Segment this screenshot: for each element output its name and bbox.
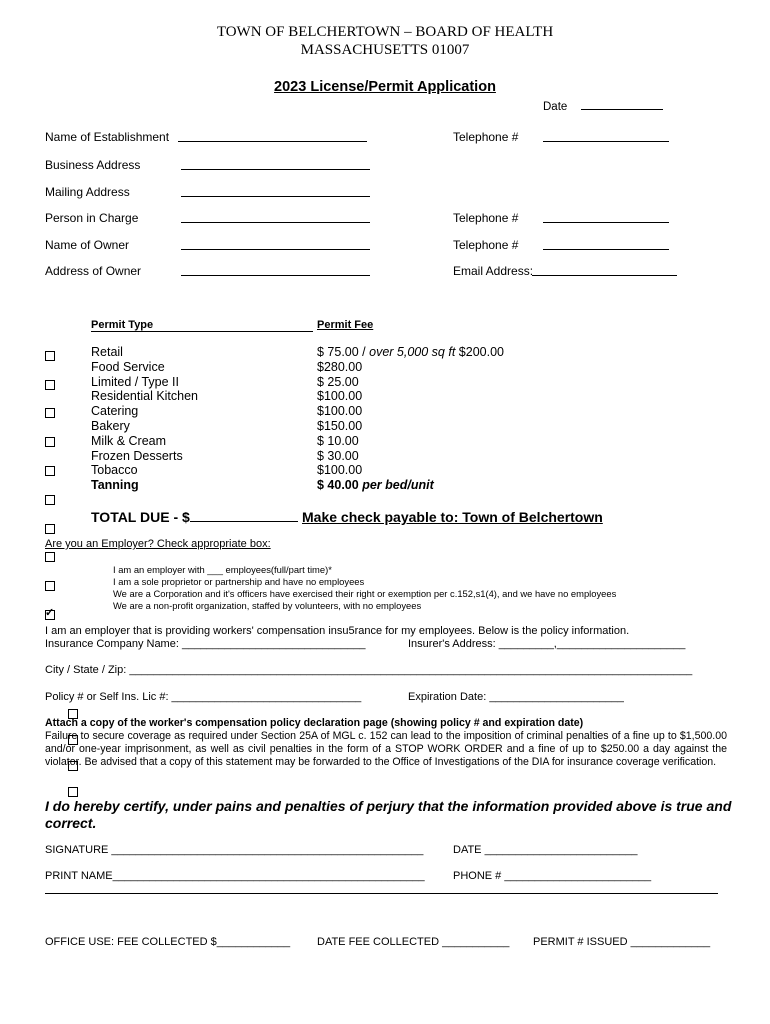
telephone-label-2: Telephone # xyxy=(453,211,519,225)
page-title: 2023 License/Permit Application xyxy=(274,79,496,95)
permit-checkbox[interactable] xyxy=(45,581,55,591)
permit-fee-cell xyxy=(317,404,362,418)
permit-fee-note: over 5,000 sq ft xyxy=(369,345,456,359)
employer-option-label: We are a non-profit organization, staffed by volunteers, with no employees xyxy=(113,600,422,611)
total-due-line[interactable] xyxy=(190,511,298,522)
print-name-field[interactable]: PRINT NAME___________________________________________________ xyxy=(45,870,425,882)
permit-checkbox[interactable] xyxy=(45,351,55,361)
total-due xyxy=(91,509,298,525)
check-payable: Make check payable to: Town of Belchertown xyxy=(302,509,603,525)
owner-name-label: Name of Owner xyxy=(45,238,130,252)
permit-type: Tanning xyxy=(91,478,139,493)
permit-fee-cell xyxy=(317,434,359,448)
permit-fee-cell xyxy=(317,449,359,463)
employer-question: Are you an Employer? Check appropriate box: xyxy=(45,538,271,550)
permit-type: Limited / Type II xyxy=(91,374,180,389)
permit-fee-cell xyxy=(317,389,362,403)
telephone-label: Telephone # xyxy=(453,130,519,144)
permit-fee: $100.00 xyxy=(317,389,363,404)
permit-checkbox[interactable] xyxy=(45,380,55,390)
divider-line xyxy=(45,893,718,894)
permit-checkbox[interactable] xyxy=(45,495,55,505)
telephone-line-3[interactable] xyxy=(543,239,669,250)
expiration-date-field[interactable]: Expiration Date: ______________________ xyxy=(408,691,624,703)
insurance-company-field[interactable]: Insurance Company Name: ______________________________ xyxy=(45,638,366,650)
permit-fee: $ 40.00 xyxy=(317,478,359,493)
permit-type: Residential Kitchen xyxy=(91,389,199,404)
insurer-address-field[interactable]: Insurer's Address: _________,_____________________ xyxy=(408,638,686,650)
permit-fee-cell xyxy=(317,463,362,477)
telephone-line[interactable] xyxy=(543,131,669,142)
signature-field[interactable]: SIGNATURE ___________________________________________________ xyxy=(45,844,424,856)
employer-option-label: We are a Corporation and it's officers have exercised their right or exemption per c.152,s1(4), and we have no employees xyxy=(113,588,617,599)
permit-type-header xyxy=(91,319,313,332)
permit-checkbox[interactable] xyxy=(45,524,55,534)
attach-notice: Attach a copy of the worker's compensation policy declaration page (showing policy # and expiration date) xyxy=(45,717,584,729)
permit-checkbox[interactable] xyxy=(45,610,55,620)
permit-fee: $150.00 xyxy=(317,419,363,433)
telephone-label-3: Telephone # xyxy=(453,238,519,252)
state-header: MASSACHUSETTS 01007 xyxy=(300,42,470,58)
permit-fee: $100.00 xyxy=(317,404,363,419)
town-header: TOWN OF BELCHERTOWN – BOARD OF HEALTH xyxy=(216,24,554,40)
permit-type: Milk & Cream xyxy=(91,433,167,448)
permit-fee: $100.00 xyxy=(317,463,363,478)
permit-type: Catering xyxy=(91,404,139,419)
fee-collected-field[interactable]: OFFICE USE: FEE COLLECTED $____________ xyxy=(45,936,291,948)
permit-fee: $ 30.00 xyxy=(317,448,359,463)
permit-checkbox[interactable] xyxy=(45,437,55,447)
permit-fee-header: Permit Fee xyxy=(317,319,374,331)
signature-date-field[interactable]: DATE _________________________ xyxy=(453,844,638,856)
date-line[interactable] xyxy=(581,99,663,110)
permit-fee-cell xyxy=(317,345,504,359)
email-label: Email Address: xyxy=(453,264,534,278)
mailing-address-line[interactable] xyxy=(181,186,370,197)
permit-fee-cell xyxy=(317,360,362,374)
permit-fee: $ 75.00 / xyxy=(317,345,366,359)
policy-number-field[interactable]: Policy # or Self Ins. Lic #: _______________________________ xyxy=(45,691,362,703)
employer-option-label: I am an employer with ___ employees(full/part time)* xyxy=(113,564,332,575)
permit-checkbox[interactable] xyxy=(45,408,55,418)
permit-fee-cell xyxy=(317,419,362,433)
insurance-statement: I am an employer that is providing workers' compensation insu5rance for my employees. Below is the policy information. xyxy=(45,625,630,637)
telephone-line-2[interactable] xyxy=(543,212,669,223)
date-label: Date xyxy=(543,101,568,113)
permit-type: Food Service xyxy=(91,359,165,374)
certification-statement: I do hereby certify, under pains and penalties of perjury that the information provided above is true and correct. xyxy=(45,798,732,831)
permit-fee-note: per bed/unit xyxy=(362,478,434,493)
permit-checkbox[interactable] xyxy=(45,466,55,476)
employer-option-label: I am a sole proprietor or partnership and have no employees xyxy=(113,576,365,587)
permit-fee: $ 25.00 xyxy=(317,374,359,389)
permit-type: Retail xyxy=(91,345,123,359)
permit-issued-field[interactable]: PERMIT # ISSUED _____________ xyxy=(533,936,711,948)
establishment-line[interactable] xyxy=(178,131,367,142)
owner-name-line[interactable] xyxy=(181,239,370,250)
permit-type: Bakery xyxy=(91,419,130,433)
business-address-line[interactable] xyxy=(181,159,370,170)
person-in-charge-label: Person in Charge xyxy=(45,211,139,225)
permit-type: Tobacco xyxy=(91,463,138,478)
city-state-zip-field[interactable]: City / State / Zip: ____________________________________________________________________________________________ xyxy=(45,664,693,676)
permit-fee-cell xyxy=(317,375,359,389)
business-address-label: Business Address xyxy=(45,158,141,172)
permit-fee: $ 10.00 xyxy=(317,433,359,448)
permit-type: Frozen Desserts xyxy=(91,448,183,463)
penalty-notice: Failure to secure coverage as required under Section 25A of MGL c. 152 can lead to the imposition of criminal penalties of a fine up to $1,500.00 and/or one-year imprisonment, as well as civil penalties in the form of a STOP WORK ORDER and a fine of up to $250.00 a day against the violator. Be advised that a copy of this statement may be forwarded to the Office of Investigations of the DIA for insurance coverage verification. xyxy=(45,730,727,769)
date-field[interactable] xyxy=(543,99,663,113)
person-in-charge-line[interactable] xyxy=(181,212,370,223)
total-due-label: TOTAL DUE - $ xyxy=(91,509,190,525)
employer-checkbox[interactable] xyxy=(68,787,78,797)
permit-fee-cell xyxy=(317,478,434,492)
permit-fee-tail: $200.00 xyxy=(455,345,504,359)
permit-fee: $280.00 xyxy=(317,359,363,374)
phone-field[interactable]: PHONE # ________________________ xyxy=(453,870,652,882)
establishment-label: Name of Establishment xyxy=(45,130,170,144)
mailing-address-label: Mailing Address xyxy=(45,185,130,199)
email-line[interactable] xyxy=(532,265,677,276)
owner-address-line[interactable] xyxy=(181,265,370,276)
permit-type-header-text: Permit Type xyxy=(91,319,154,331)
owner-address-label: Address of Owner xyxy=(45,264,142,278)
permit-checkbox[interactable] xyxy=(45,552,55,562)
date-fee-collected-field[interactable]: DATE FEE COLLECTED ___________ xyxy=(317,936,510,948)
